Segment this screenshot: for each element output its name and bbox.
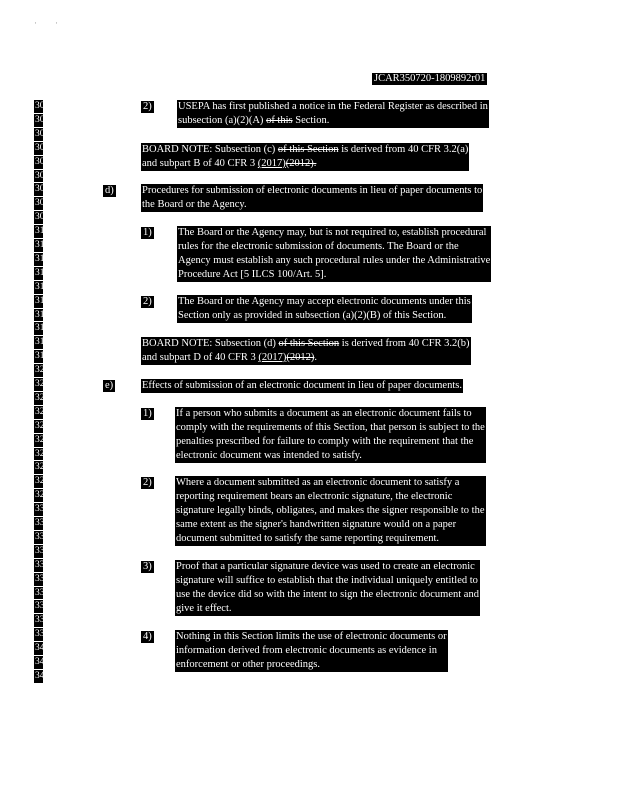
line-number: 302 [35,114,50,125]
text-line: Effects of submission of an electronic document in lieu of paper documents. [142,380,462,391]
line-number: 340 [35,643,50,654]
paragraph-e4 [175,630,448,672]
line-number: 325 [35,434,50,445]
text-line: signature will suffice to establish that the individual uniquely entitled to [176,575,478,586]
line-number: 322 [35,392,50,403]
board-note-c [141,143,469,171]
line-number: 341 [35,657,50,667]
text-line: Proof that a particular signature device was used to create an electronic [176,561,475,572]
text-line: subsection (a)(2)(A) of this Section. [178,115,330,126]
line-number: 330 [35,504,50,515]
line-number: 307 [35,184,50,195]
text-line: Procedures for submission of electronic documents in lieu of paper documents to [142,185,483,196]
line-number: 339 [35,629,50,640]
line-number: 321 [35,379,50,389]
item-label: 1) [143,227,152,238]
text-line: penalties prescribed for failure to comply with the requirement that the [176,436,474,447]
text-line: same extent as the signer's handwritten signature would on a paper [176,519,457,530]
line-number: 303 [35,128,50,139]
line-number: 331 [35,518,50,528]
text-line: comply with the requirements of this Section, that person is subject to the [176,422,485,433]
text-line: reporting requirement bears an electronic signature, the electronic [176,491,453,502]
line-number: 318 [35,337,50,348]
item-label: 2) [143,101,152,112]
paragraph-d [141,184,483,212]
line-number: 308 [35,198,50,209]
line-number: 311 [35,240,49,250]
text-line: the Board or the Agency. [142,199,247,210]
paragraph-c2 [177,100,489,128]
line-number: 315 [35,295,50,306]
line-number: 309 [35,212,50,223]
text-line: USEPA has first published a notice in the Federal Register as described in [178,101,488,112]
line-number: 320 [35,365,50,376]
line-number: 334 [35,559,50,570]
line-number: 337 [35,601,50,612]
text-line: and subpart B of 40 CFR 3 (2017)(2012). [142,158,317,169]
item-label: 3) [143,561,152,572]
line-number: 342 [35,670,50,681]
line-number: 317 [35,323,50,334]
text-line: Section only as provided in subsection (a)(2)(B) of this Section. [178,310,447,321]
item-label: e) [105,380,114,391]
line-number: 319 [35,351,50,362]
text-line: The Board or the Agency may, but is not required to, establish procedural [178,227,487,238]
paragraph-e [141,379,463,393]
line-number: 327 [35,462,50,473]
line-number: 306 [35,170,50,181]
line-number: 312 [35,253,50,264]
text-line: and subpart D of 40 CFR 3 (2017)(2012). [142,352,317,363]
text-line: The Board or the Agency may accept electronic documents under this [178,296,471,307]
paragraph-e1 [175,407,486,463]
line-number: 314 [35,281,50,292]
paragraph-d1 [177,226,491,282]
line-number: 310 [35,226,50,237]
text-line: information derived from electronic documents as evidence in [176,645,437,656]
text-line: Nothing in this Section limits the use of electronic documents or [176,631,447,642]
paragraph-e3 [175,560,480,616]
paragraph-e2 [175,476,486,546]
text-line: enforcement or other proceedings. [176,659,321,670]
text-line: If a person who submits a document as an electronic document fails to [176,408,472,419]
line-number: 316 [35,309,50,320]
line-number: 313 [35,267,50,278]
line-number: 326 [35,448,50,459]
line-number: 305 [35,156,50,167]
text-line: Where a document submitted as an electronic document to satisfy a [176,477,460,488]
line-number: 324 [35,420,50,431]
line-number: 336 [35,587,50,598]
line-number: 304 [35,142,50,153]
text-line: BOARD NOTE: Subsection (d) of this Section is derived from 40 CFR 3.2(b) [142,338,470,349]
line-number: 323 [35,406,50,417]
text-line: electronic document was intended to satisfy. [176,450,362,461]
item-label: 2) [143,477,152,488]
paragraph-d2 [177,295,472,323]
text-line: document submitted to satisfy the same reporting requirement. [176,533,440,544]
item-label: d) [105,185,114,196]
line-number: 333 [35,545,50,556]
text-line: give it effect. [176,603,232,614]
line-number: 328 [35,476,50,487]
document-id: JCAR350720-1809892r01 [374,73,486,84]
line-number: 338 [35,615,50,626]
item-label: 2) [143,296,152,307]
text-line: Procedure Act [5 ILCS 100/Art. 5]. [178,269,327,280]
board-note-d [141,337,471,365]
line-number: 332 [35,531,50,542]
scan-artifact: · · [34,18,58,28]
text-line: signature legally binds, obligates, and makes the signer responsible to the [176,505,485,516]
line-number: 301 [35,101,50,111]
text-line: Agency must establish any such procedural rules under the Administrative [178,255,491,266]
text-line: BOARD NOTE: Subsection (c) of this Section is derived from 40 CFR 3.2(a) [142,144,469,155]
item-label: 1) [143,408,152,419]
line-number: 335 [35,573,50,584]
line-number: 329 [35,490,50,501]
text-line: rules for the electronic submission of documents. The Board or the [178,241,459,252]
text-line: use the device did so with the intent to sign the electronic document and [176,589,479,600]
item-label: 4) [143,631,152,642]
